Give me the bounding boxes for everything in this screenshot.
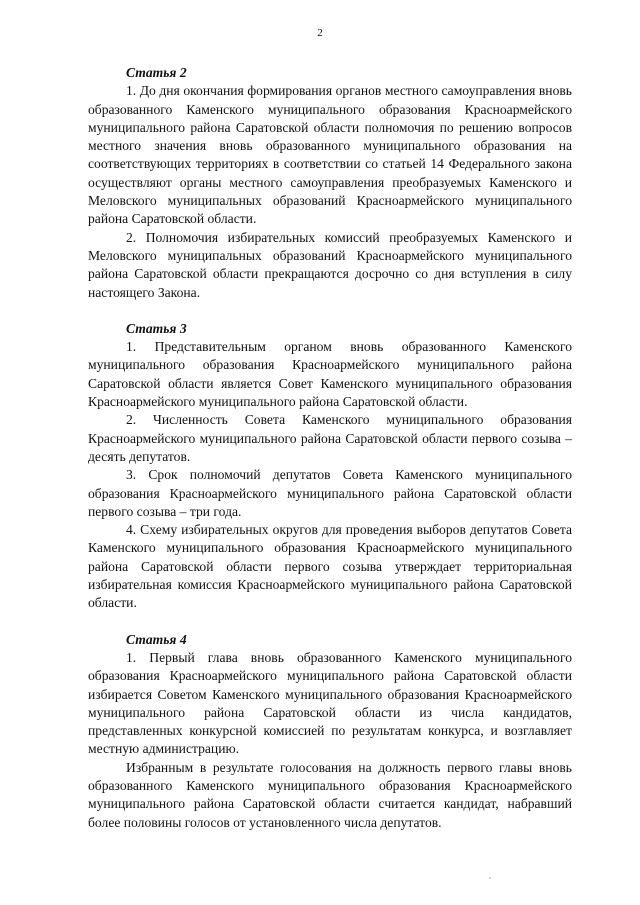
page-number: 2 [317,27,323,39]
article-paragraph: 2. Полномочия избирательных комиссий преобразуемых Каменского и Меловского муниципальных образований Красноармейского муниципального района Саратовской области прекращаются досрочно со дня вступления в силу настоящего Закона. [88,229,572,300]
article-paragraph: Избранным в результате голосования на должность первого главы вновь образованного Каменского муниципального образования Красноармейского муниципального района Саратовской области считается кандидат, набравший более половины голосов от установленного числа депутатов. [88,759,572,830]
article-paragraph: 1. Первый глава вновь образованного Каменского муниципального образования Красноармейского муниципального района Саратовской области избирается Советом Каменского муниципального образования Красноармейского муниципального района Саратовской области из числа кандидатов, представленных конкурсной комиссией по результатам конкурса, и возглавляет местную администрацию. [88,649,572,757]
section-gap [88,302,572,320]
article-paragraph: 1. Представительным органом вновь образованного Каменского муниципального образования Красноармейского муниципального района Саратовской области является Совет Каменского муниципального образования Красноармейского муниципального района Саратовской области. [88,339,572,410]
document-body [88,64,572,832]
article-paragraph: 2. Численность Совета Каменского муниципального образования Красноармейского муниципального района Саратовской области первого созыва – десять депутатов. [88,412,572,464]
article-title: Статья 3 [126,320,187,336]
article-title: Статья 4 [126,631,187,647]
article-title: Статья 2 [126,65,187,80]
article-paragraph: 4. Схему избирательных округов для проведения выборов депутатов Совета Каменского муниципального образования Красноармейского муниципального района Саратовской области первого созыва утверждает территориальная избирательная комиссия Красноармейского муниципального района Саратовской области. [88,522,572,611]
article-2 [88,64,572,302]
article-paragraph: 3. Срок полномочий депутатов Совета Каменского муниципального образования Красноармейского муниципального района Саратовской области первого созыва – три года. [88,467,572,519]
article-4 [88,631,572,832]
section-gap [88,613,572,631]
scan-speck [489,877,491,879]
article-3 [88,320,572,613]
article-paragraph: 1. До дня окончания формирования органов местного самоуправления вновь образованного Каменского муниципального образования Красноармейского муниципального района Саратовской области полномочия по решению вопросов местного значения вновь образованного муниципального образования на соответствующих территориях в соответствии со статьей 14 Федерального закона осуществляют органы местного самоуправления преобразуемых Каменского и Меловского муниципальных образований Красноармейского муниципального района Саратовской области. [88,83,572,227]
